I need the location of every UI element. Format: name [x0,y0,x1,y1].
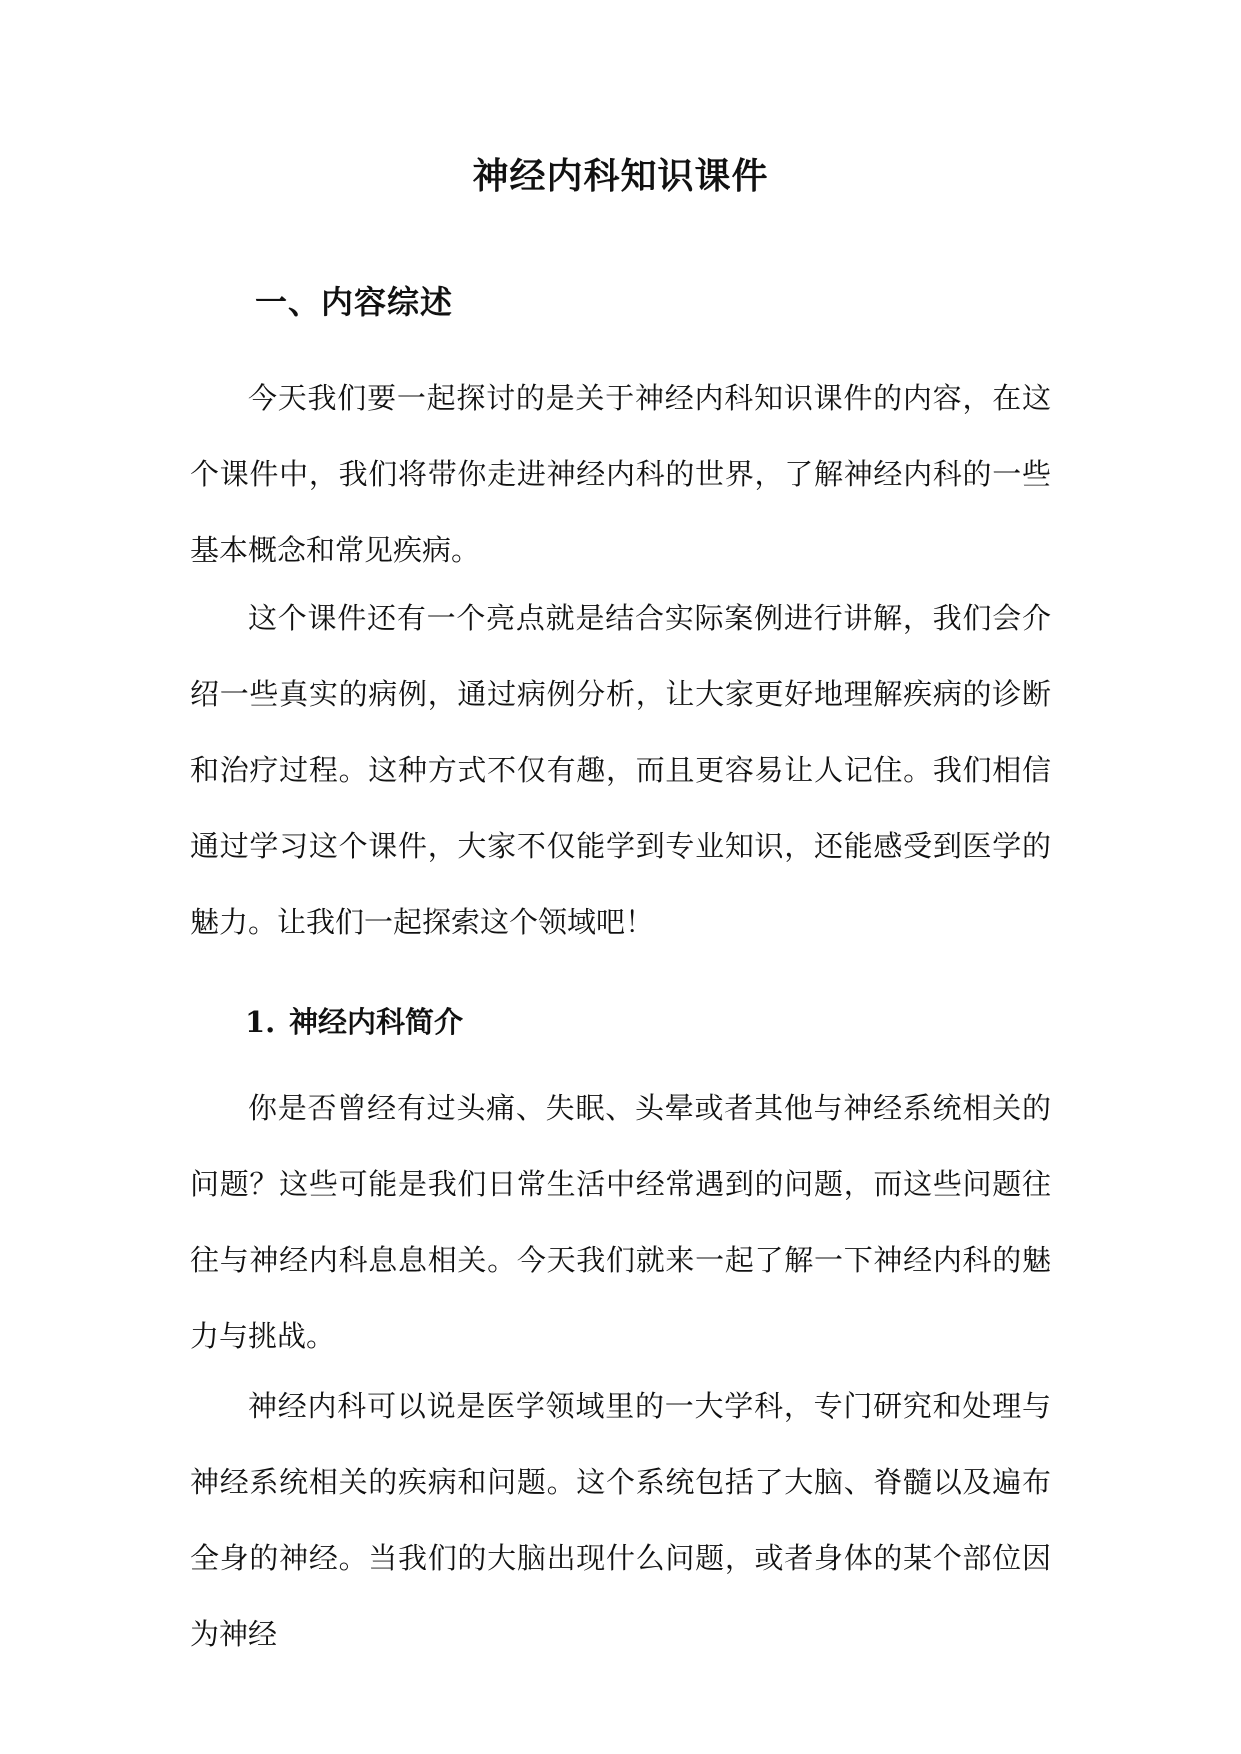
paragraph-intro: 今天我们要一起探讨的是关于神经内科知识课件的内容，在这个课件中，我们将带你走进神经内科的世界，了解神经内科的一些基本概念和常见疾病。 [190,381,1051,567]
subsection-number: 1. [245,1005,276,1039]
document-title: 神经内科知识课件 [472,155,769,197]
paragraph-highlight: 这个课件还有一个亮点就是结合实际案例进行讲解，我们会介绍一些真实的病例，通过病例分析，让大家更好地理解疾病的诊断和治疗过程。这种方式不仅有趣，而且更容易让人记住。我们相信通过学习这个课件，大家不仅能学到专业知识，还能感受到医学的魅力。让我们一起探索这个领域吧！ [190,601,1051,939]
subsection-heading [245,1002,463,1042]
subsection-title: 神经内科简介 [289,1005,464,1039]
paragraph-questions: 你是否曾经有过头痛、失眠、头晕或者其他与神经系统相关的问题？这些可能是我们日常生活中经常遇到的问题，而这些问题往往与神经内科息息相关。今天我们就来一起了解一下神经内科的魅力与挑战。 [190,1091,1051,1353]
section-heading: 一、内容综述 [255,283,454,321]
paragraph-definition: 神经内科可以说是医学领域里的一大学科，专门研究和处理与神经系统相关的疾病和问题。这个系统包括了大脑、脊髓以及遍布全身的神经。当我们的大脑出现什么问题，或者身体的某个部位因为神经 [190,1389,1051,1651]
